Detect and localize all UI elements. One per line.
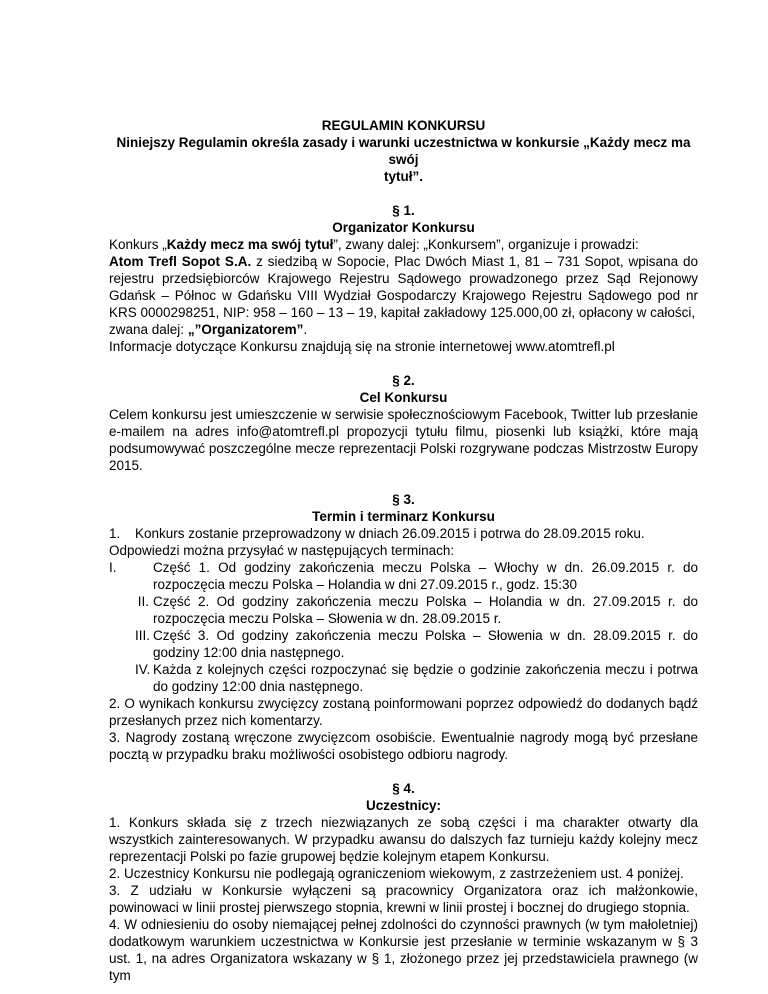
section-1-paragraph-1 — [109, 236, 698, 253]
section-1-paragraph-2 — [109, 253, 698, 321]
section-2-heading: Cel Konkursu — [359, 390, 448, 405]
s1-p3-text-c: . — [303, 322, 308, 337]
roman-3-text: Część 3. Od godziny zakończenia meczu Polska – Słowenia w dn. 28.09.2015 r. do godziny 12:00 dnia następnego. — [153, 628, 698, 660]
section-4-paragraph-1: 1. Konkurs składa się z trzech niezwiązanych ze sobą części i ma charakter otwarty dla wszystkich zainteresowanych. W przypadku awansu do dalszych faz turnieju każdy kolejny mecz reprezentacji Polski po fazie grupowej będzie kolejnym etapem Konkursu. — [109, 815, 698, 864]
section-1-heading: Organizator Konkursu — [332, 220, 475, 235]
section-4-paragraph-3: 3. Z udziału w Konkursie wyłączeni są pracownicy Organizatora oraz ich małżonkowie, powinowaci w linii prostej pierwszego stopnia, krewni w linii prostej i bocznej do drugiego stopnia. — [109, 883, 698, 915]
document-subtitle-line2: tytuł”. — [384, 169, 423, 184]
section-4-paragraph-4: 4. W odniesieniu do osoby niemającej pełnej zdolności do czynności prawnych (w tym małoletniej) dodatkowym warunkiem uczestnictwa w Konkursie jest przesłanie w terminie wskazanym w § 3 ust. 1, na adres Organizatora wskazany w § 1, złożonego przez jej przedstawiciela prawnego (w tym — [109, 917, 698, 983]
section-3-heading: Termin i terminarz Konkursu — [312, 509, 495, 524]
section-1-number: § 1. — [392, 203, 415, 218]
roman-2-marker: II. — [137, 594, 149, 609]
section-3-roman-2 — [109, 593, 698, 627]
roman-1-text: Część 1. Od godziny zakończenia meczu Polska – Włochy w dn. 26.09.2015 r. do rozpoczęcia meczu Polska – Holandia w dni 27.09.2015 r., godz. 15:30 — [153, 560, 698, 592]
section-3-number: § 3. — [392, 492, 415, 507]
item-1-marker: 1. — [109, 526, 121, 541]
organizer-details: z siedzibą w Sopocie, Plac Dwóch Miast 1, 81 – 731 Sopot, wpisana do rejestru przedsiębiorców Krajowego Rejestru Sądowego prowadzonego przez Sąd Rejonowy Gdańsk – Północ w Gdańsku VIII Wydział Gospodarczy Krajowego Rejestru Sądowego pod nr KRS 0000298251, NIP: 958 – 160 – 13 – 19, kapitał zakładowy 125.000,00 zł, opłacony w całości, — [109, 254, 698, 320]
item-1-text: Konkurs zostanie przeprowadzony w dniach 26.09.2015 i potrwa do 28.09.2015 roku. — [135, 526, 645, 541]
organizer-name: Atom Trefl Sopot S.A. — [109, 254, 252, 269]
roman-2-text: Część 2. Od godziny zakończenia meczu Polska – Holandia w dn. 27.09.2015 r. do rozpoczęcia meczu Polska – Słowenia w dn. 28.09.2015 r. — [153, 594, 698, 626]
document-title: REGULAMIN KONKURSU — [321, 118, 486, 133]
section-3-roman-1 — [109, 559, 698, 593]
organizer-alias: „”Organizatorem” — [187, 322, 304, 337]
section-1-paragraph-4: Informacje dotyczące Konkursu znajdują się na stronie internetowej www.atomtrefl.pl — [109, 339, 615, 354]
s1-p3-text-a: zwana dalej: — [109, 322, 188, 337]
section-2-paragraph-1: Celem konkursu jest umieszczenie w serwisie społecznościowym Facebook, Twitter lub przesłanie e-mailem na adres info@atomtrefl.pl propozycji tytułu filmu, piosenki lub książki, które mają podsumowywać poszczególne mecze reprezentacji Polski rozgrywane podczas Mistrzostw Europy 2015. — [109, 407, 698, 473]
roman-4-marker: IV. — [135, 662, 151, 677]
contest-name: Każdy mecz ma swój tytuł — [166, 237, 334, 252]
section-3-paragraph-2: 2. O wynikach konkursu zwycięzcy zostaną poinformowani poprzez odpowiedź do dodanych bądź przesłanych przez nich komentarzy. — [109, 696, 698, 728]
section-3-paragraph-3: 3. Nagrody zostaną wręczone zwycięzcom osobiście. Ewentualnie nagrody mogą być przesłane pocztą w przypadku braku możliwości osobistego odbioru nagrody. — [109, 730, 698, 762]
s1-p1-text-a: Konkurs „ — [109, 237, 167, 252]
roman-4-text: Każda z kolejnych części rozpoczynać się będzie o godzinie zakończenia meczu i potrwa do godziny 12:00 dnia następnego. — [153, 662, 698, 694]
section-1-paragraph-3 — [109, 321, 698, 338]
section-3-intro: Odpowiedzi można przysyłać w następujących terminach: — [109, 543, 455, 558]
section-4-number: § 4. — [392, 781, 415, 796]
section-3-roman-4 — [109, 661, 698, 695]
section-3-item-1 — [109, 525, 698, 542]
roman-3-marker: III. — [135, 628, 151, 643]
section-2-number: § 2. — [392, 373, 415, 388]
s1-p1-text-c: ”, zwany dalej: „Konkursem”, organizuje i prowadzi: — [333, 237, 639, 252]
section-4-paragraph-2: 2. Uczestnicy Konkursu nie podlegają ograniczeniom wiekowym, z zastrzeżeniem ust. 4 poniżej. — [109, 866, 684, 881]
section-4-heading: Uczestnicy: — [365, 798, 442, 813]
document-subtitle-line1: Niniejszy Regulamin określa zasady i warunki uczestnictwa w konkursie „Każdy mecz ma swój — [116, 135, 691, 167]
roman-1-marker: I. — [109, 560, 117, 575]
section-3-roman-3 — [109, 627, 698, 661]
